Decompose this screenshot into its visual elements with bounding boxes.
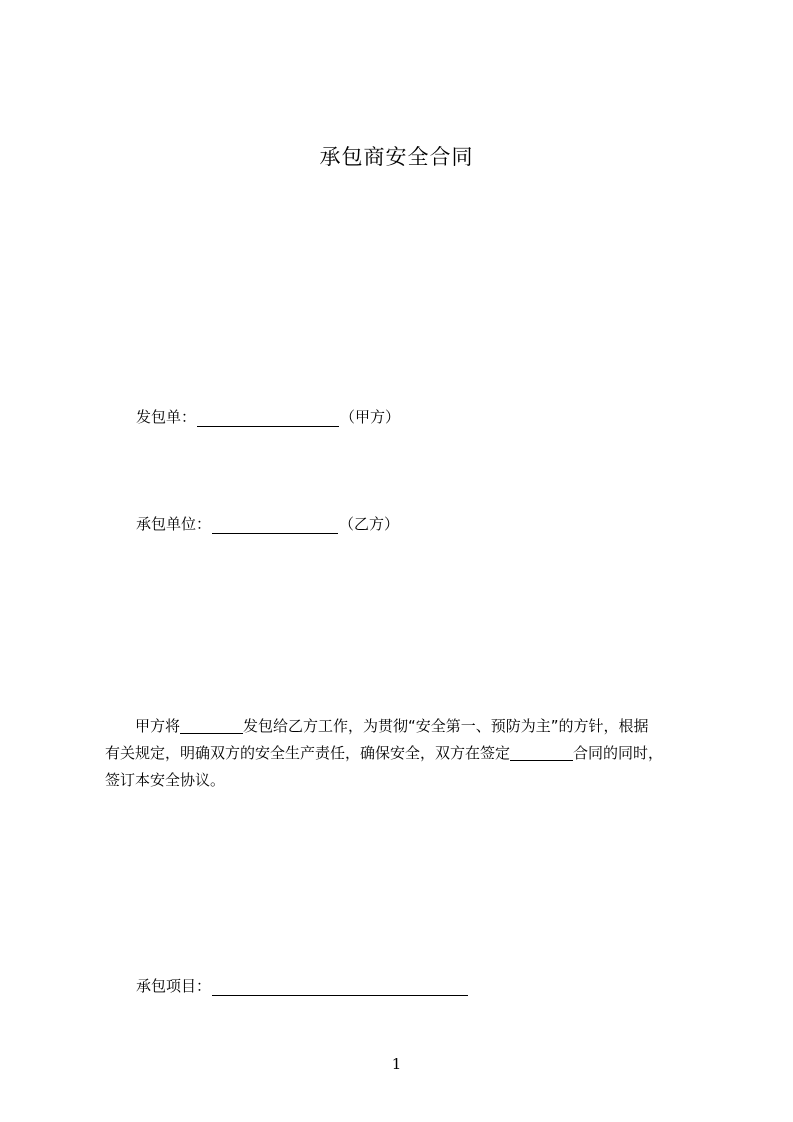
paragraph-text: 合同的同时， bbox=[573, 744, 664, 762]
issuer-suffix: （甲方） bbox=[340, 408, 401, 426]
paragraph-text: 甲方将 bbox=[105, 717, 181, 735]
contractor-label: 承包单位： bbox=[136, 515, 212, 533]
contractor-field bbox=[136, 513, 399, 534]
project-field bbox=[136, 975, 469, 996]
issuer-field bbox=[136, 406, 400, 427]
document-title: 承包商安全合同 bbox=[319, 145, 474, 169]
contract-blank bbox=[510, 744, 573, 761]
agreement-paragraph bbox=[105, 713, 720, 794]
contractor-blank bbox=[212, 517, 338, 534]
issuer-blank bbox=[197, 410, 339, 427]
paragraph-text: 有关规定，明确双方的安全生产责任，确保安全，双方在签定 bbox=[105, 744, 511, 762]
contractor-suffix: （乙方） bbox=[339, 515, 400, 533]
issuer-label: 发包单： bbox=[136, 408, 197, 426]
paragraph-text: 发包给乙方工作，为贯彻“安全第一、预防为主”的方针，根据 bbox=[243, 717, 649, 735]
paragraph-text: 签订本安全协议。 bbox=[105, 771, 226, 789]
page-number: 1 bbox=[391, 1055, 402, 1073]
project-label: 承包项目： bbox=[136, 977, 212, 995]
paragraph-line bbox=[105, 713, 720, 740]
paragraph-line bbox=[105, 740, 720, 767]
paragraph-line bbox=[105, 767, 720, 794]
work-blank bbox=[180, 717, 243, 734]
project-blank bbox=[212, 979, 468, 996]
